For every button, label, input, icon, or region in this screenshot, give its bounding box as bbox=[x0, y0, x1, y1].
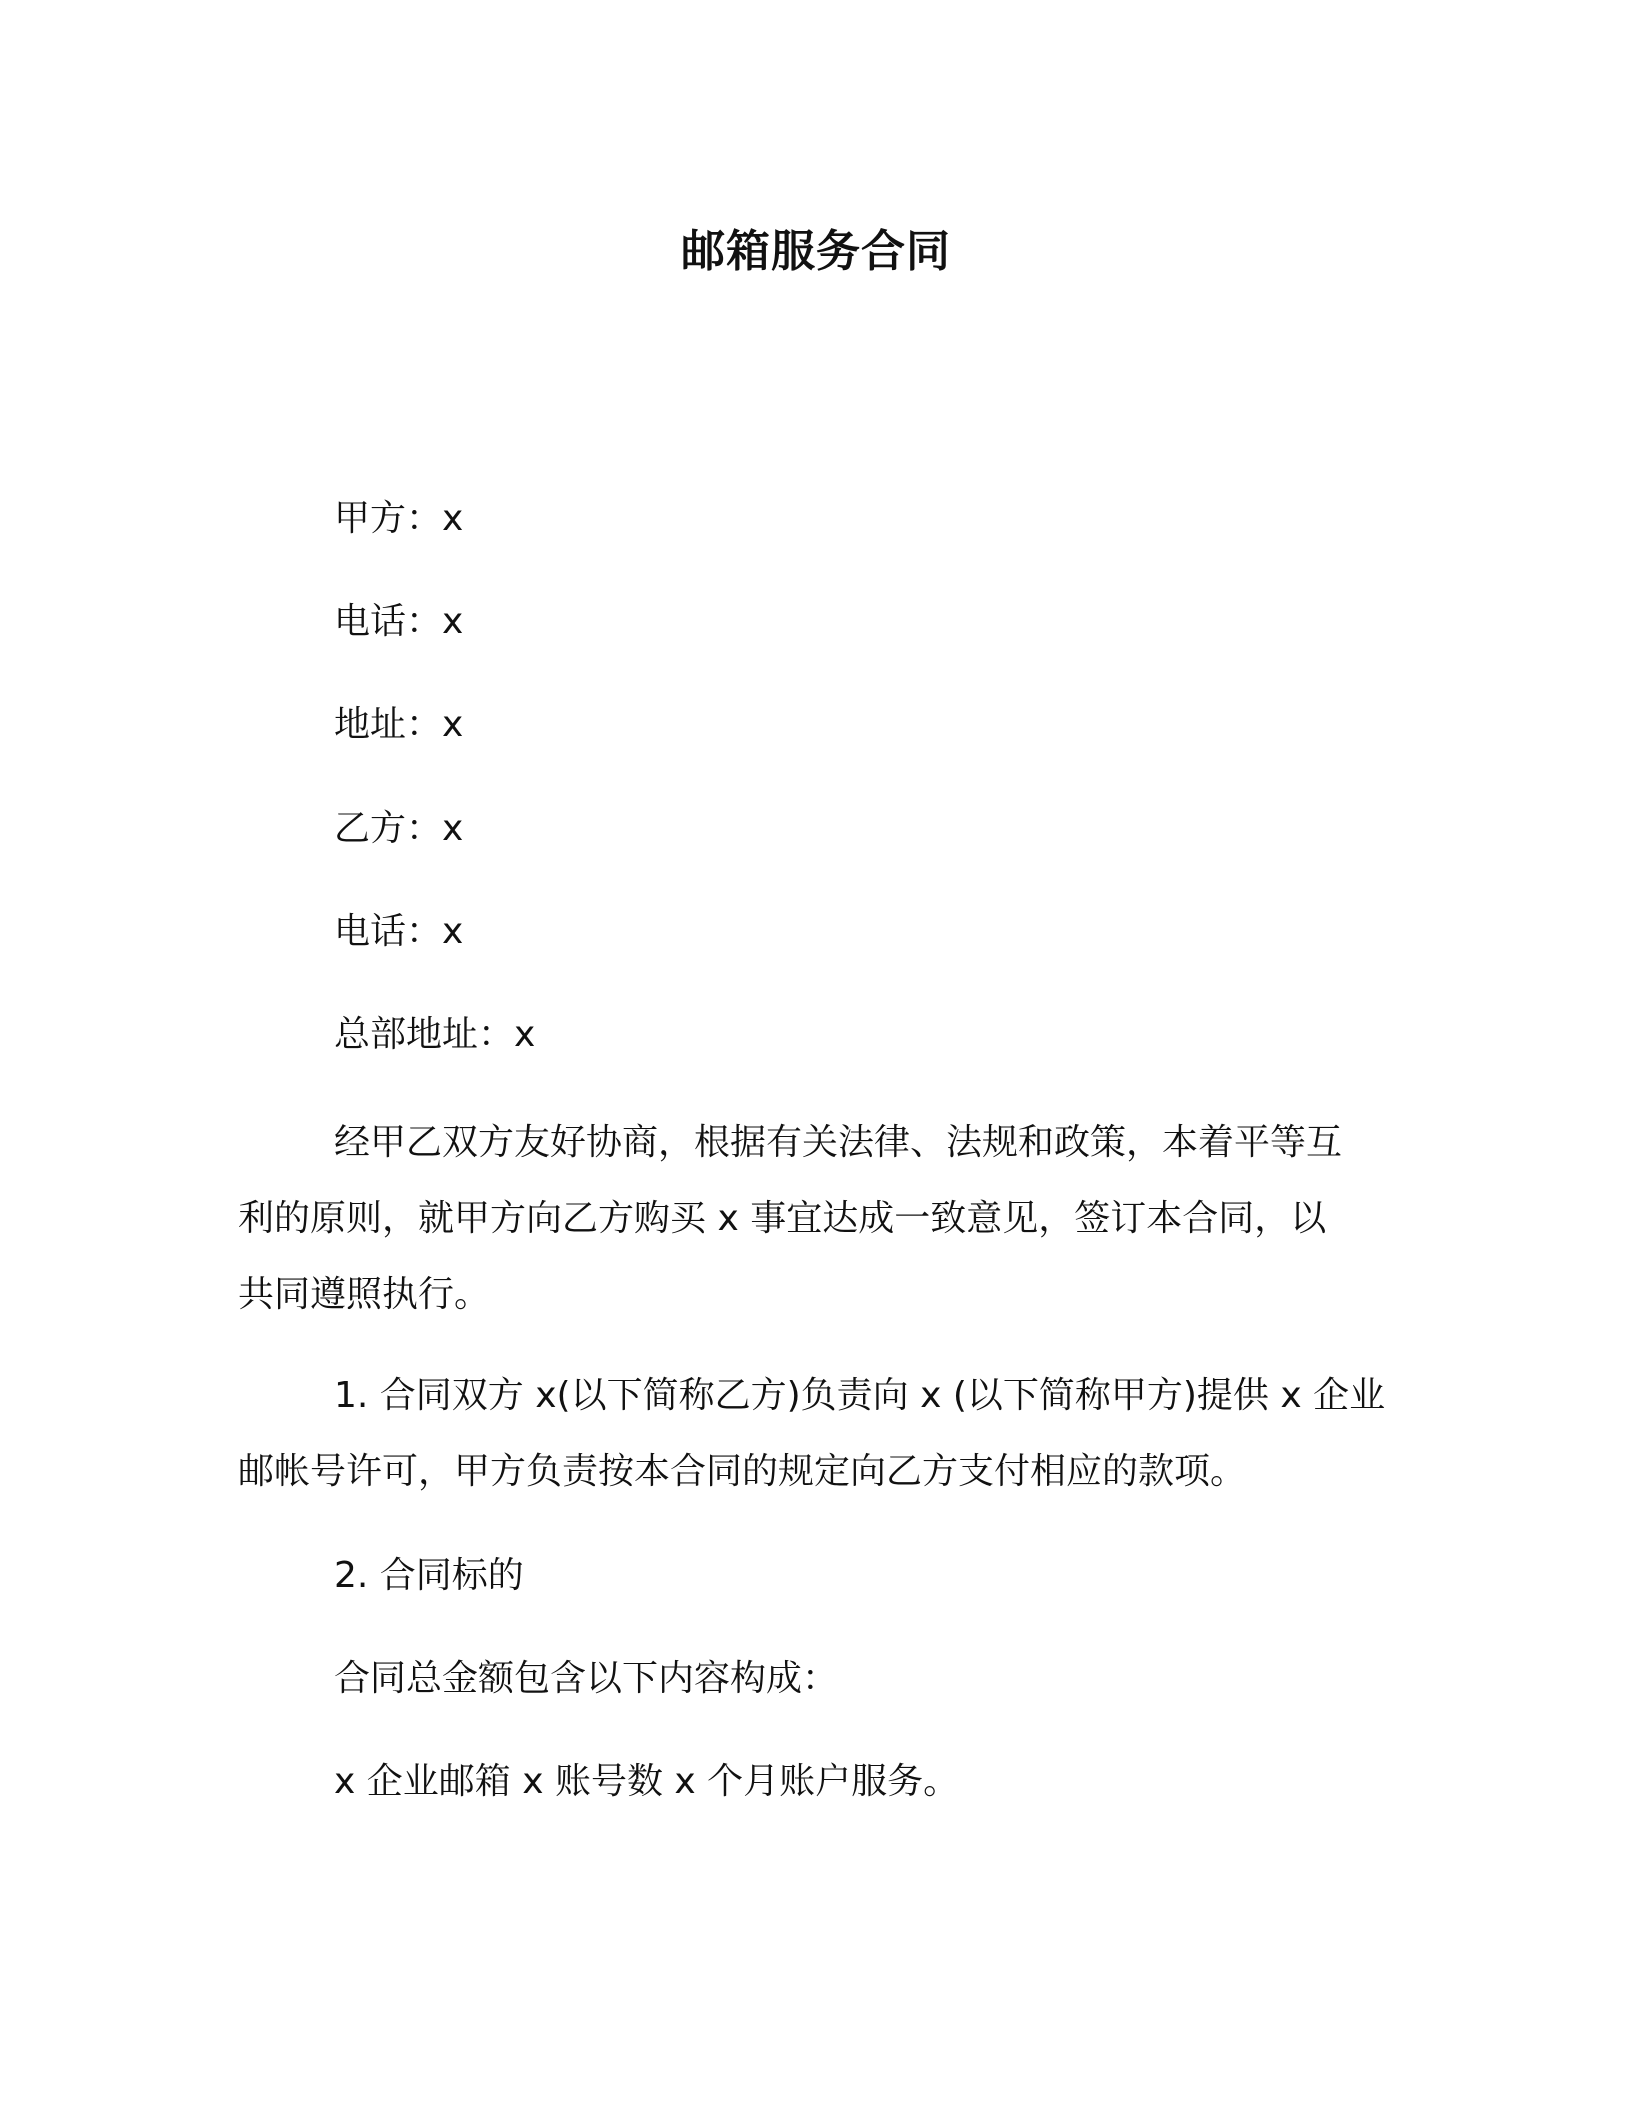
party-b-phone: 电话：x bbox=[334, 911, 464, 952]
intro-paragraph bbox=[238, 1105, 1388, 1333]
party-b-hq-address: 总部地址：x bbox=[334, 1014, 536, 1055]
clause-1-line-2: 邮帐号许可，甲方负责按本合同的规定向乙方支付相应的款项。 bbox=[238, 1451, 1247, 1492]
contract-amount-intro: 合同总金额包含以下内容构成： bbox=[334, 1658, 839, 1699]
intro-line-1: 经甲乙双方友好协商，根据有关法律、法规和政策，本着平等互 bbox=[334, 1122, 1343, 1163]
party-a-address: 地址：x bbox=[334, 704, 464, 745]
document-title: 邮箱服务合同 bbox=[681, 226, 951, 277]
clause-2-heading: 2. 合同标的 bbox=[334, 1555, 524, 1596]
clause-1-paragraph bbox=[238, 1358, 1388, 1510]
contract-item: x 企业邮箱 x 账号数 x 个月账户服务。 bbox=[334, 1761, 960, 1802]
party-a-phone: 电话：x bbox=[334, 601, 464, 642]
intro-line-3: 共同遵照执行。 bbox=[238, 1274, 491, 1315]
intro-line-2: 利的原则，就甲方向乙方购买 x 事宜达成一致意见，签订本合同，以 bbox=[238, 1198, 1327, 1239]
party-a-name: 甲方：x bbox=[334, 498, 464, 539]
clause-1-line-1: 1. 合同双方 x(以下简称乙方)负责向 x (以下简称甲方)提供 x 企业 bbox=[334, 1375, 1386, 1416]
party-b-name: 乙方：x bbox=[334, 808, 464, 849]
